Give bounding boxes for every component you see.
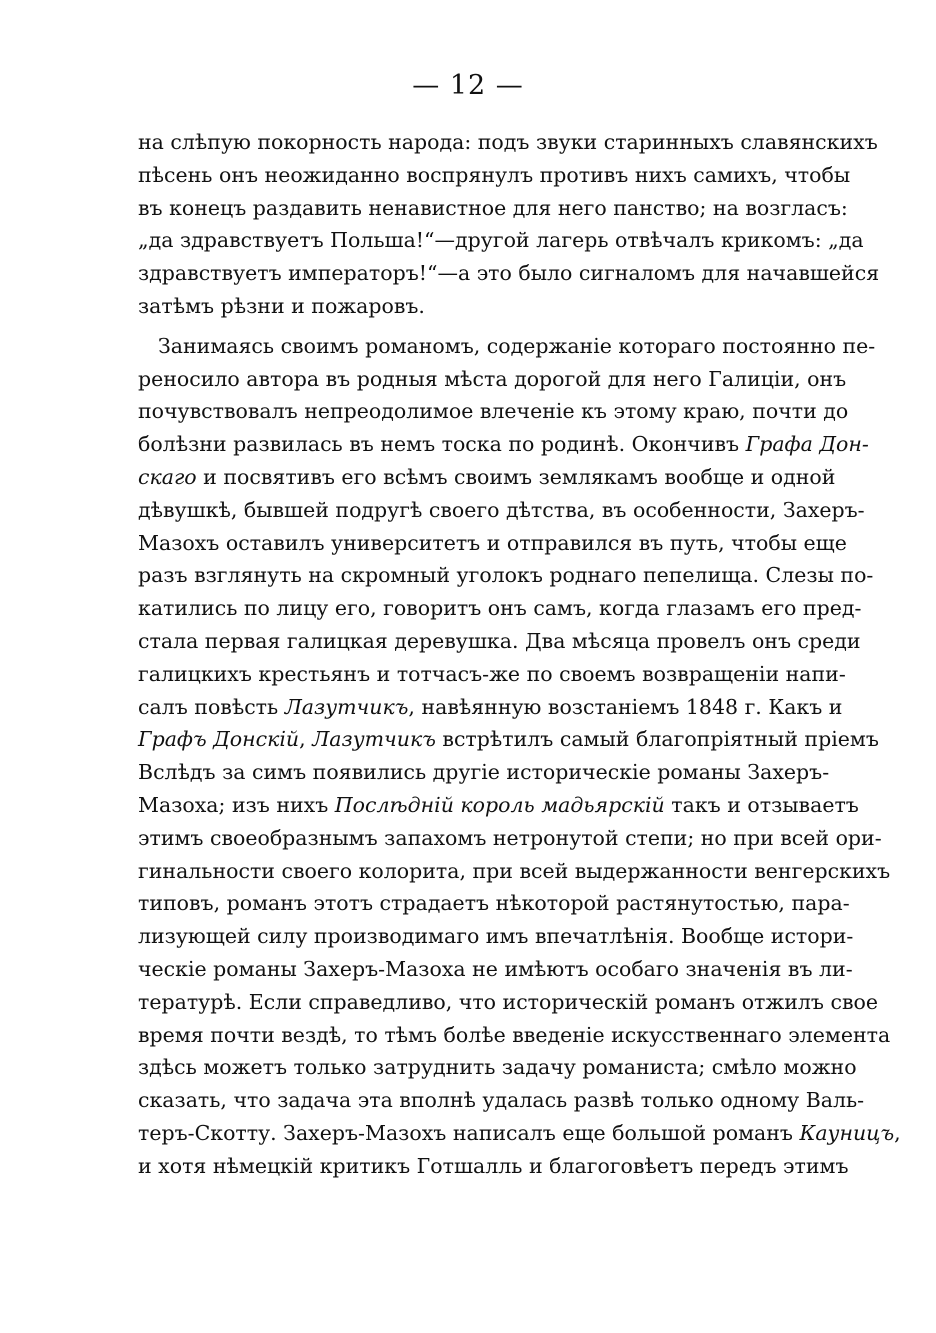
text-line: и хотя нѣмецкій критикъ Готшалль и благоговѣетъ передъ этимъ [138,1153,849,1178]
paragraph-2 [138,330,901,1183]
paragraph-1 [138,126,880,323]
body-text [138,126,901,1183]
text-line: почувствовалъ непреодолимое влеченіе къ этому краю, почти до [138,399,849,424]
italic-title: Графа Дон- [745,432,869,457]
text-line: скаго и посвятивъ его всѣмъ своимъ землякамъ вообще и одной [138,464,836,489]
text-line: реносило автора въ родныя мѣста дорогой для него Галиціи, онъ [138,366,847,391]
text-line: стала первая галицкая деревушка. Два мѣсяца провелъ онъ среди [138,628,861,653]
text-line: ческіе романы Захеръ-Мазоха не имѣютъ особаго значенія въ ли- [138,956,853,981]
text-line: катились по лицу его, говоритъ онъ самъ, когда глазамъ его пред- [138,596,862,621]
italic-title: Лазутчикъ [312,727,436,752]
text-line: гинальности своего колорита, при всей выдержанности венгерскихъ [138,858,891,883]
italic-title: Кауницъ [799,1120,895,1145]
text-line: въ конецъ раздавить ненавистное для него панство; на возгласъ: [138,195,848,220]
text-line: Мазохъ оставилъ университетъ и отправился въ путь, чтобы еще [138,530,847,555]
text-line: типовъ, романъ этотъ страдаетъ нѣкоторой растянутостью, пара- [138,891,850,916]
text-line: Мазоха; изъ нихъ Послѣдній король мадьярскій такъ и отзываетъ [138,792,859,817]
text-line: на слѣпую покорность народа: подъ звуки старинныхъ славянскихъ [138,130,878,154]
text-line: Занимаясь своимъ романомъ, содержаніе котораго постоянно пе- [158,333,876,358]
text-line: пѣсень онъ неожиданно воспрянулъ противъ нихъ самихъ, чтобы [138,162,851,187]
text-line: лизующей силу производимаго имъ впечатлѣнія. Вообще истори- [138,924,854,949]
text-line: салъ повѣсть Лазутчикъ, навѣянную возстаніемъ 1848 г. Какъ и [138,694,843,719]
text-line: этимъ своеобразнымъ запахомъ нетронутой степи; но при всей ори- [138,825,882,850]
text-line: дѣвушкѣ, бывшей подругѣ своего дѣтства, въ особенности, Захеръ- [138,497,865,522]
text-line: время почти вездѣ, то тѣмъ болѣе введеніе искусственнаго элемента [138,1022,891,1047]
text-line: затѣмъ рѣзни и пожаровъ. [138,293,425,318]
page-number: — 12 — [412,70,524,101]
text-line: „да здравствуетъ Польша!“—другой лагерь отвѣчалъ крикомъ: „да [138,228,864,253]
text-line: сказать, что задача эта вполнѣ удалась развѣ только одному Валь- [138,1088,865,1113]
text-line: теръ-Скотту. Захеръ-Мазохъ написалъ еще большой романъ Кауницъ, [138,1120,901,1145]
text-line: разъ взглянуть на скромный уголокъ роднаго пепелища. Слезы по- [138,563,874,588]
text-line: здравствуетъ императоръ!“—а это было сигналомъ для начавшейся [138,261,880,286]
text-line: болѣзни развилась въ немъ тоска по родинѣ. Окончивъ Графа Дон- [138,432,869,457]
text-line: здѣсь можетъ только затруднить задачу романиста; смѣло можно [138,1055,857,1080]
text-line: Графъ Донскій, Лазутчикъ встрѣтилъ самый благопріятный пріемъ [138,727,879,752]
text-line: галицкихъ крестьянъ и тотчасъ-же по своемъ возвращеніи напи- [138,661,846,686]
italic-title: Лазутчикъ [284,694,409,719]
italic-title: Послѣдній король мадьярскій [334,792,665,817]
text-line: тературѣ. Если справедливо, что историческій романъ отжилъ свое [138,989,878,1014]
italic-title: скаго [138,464,197,489]
text-line: Вслѣдъ за симъ появились другіе историческіе романы Захеръ- [138,760,830,785]
italic-title: Графъ Донскій [138,727,300,752]
